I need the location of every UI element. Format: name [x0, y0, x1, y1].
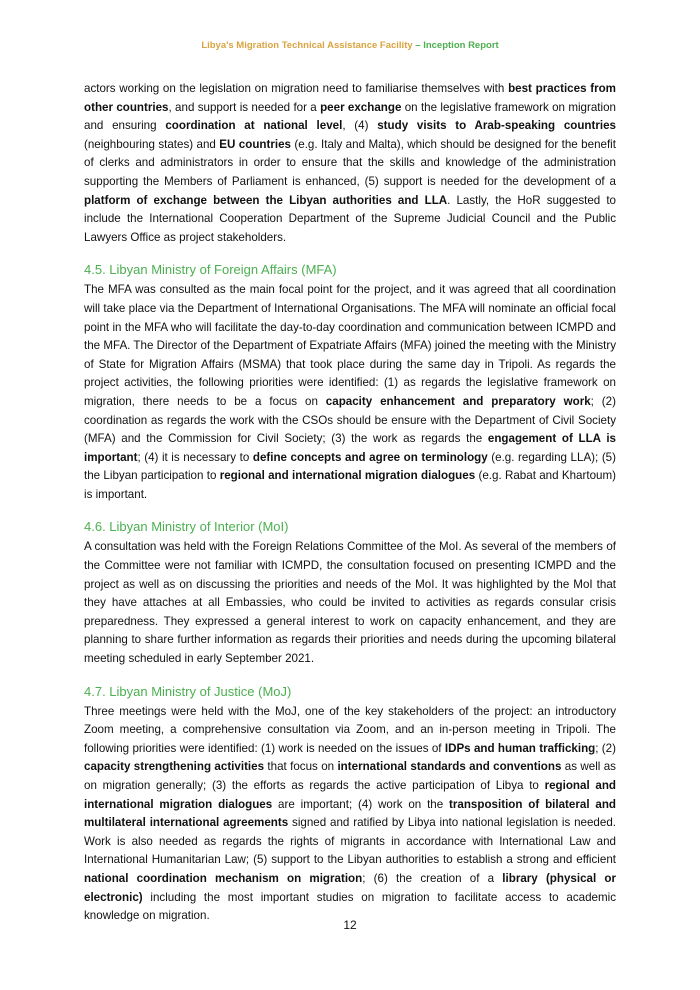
bold-run: IDPs and human trafficking: [444, 741, 596, 755]
section-heading-moj: 4.7. Libyan Ministry of Justice (MoJ): [84, 683, 292, 699]
header-title: Libya's Migration Technical Assistance Facility: [201, 40, 413, 51]
bold-run: study visits to Arab-speaking countries: [377, 119, 617, 133]
text-run: (e.g. Italy and Malta), which should be designed for the benefit of clerks and administrators in order to ensure that the skills and knowledge of the administration supporting the Members of Parliament is enhanced, (5) support is needed for the development of a: [84, 137, 616, 188]
text-run: ; (4) it is necessary to: [137, 450, 253, 464]
text-run: , and support is needed for a: [168, 100, 321, 114]
bold-run: EU countries: [219, 137, 291, 151]
text-run: . Lastly, the HoR suggested to include the International Cooperation Department of the Supreme Judicial Council and the Public Lawyers Office as project stakeholders.: [84, 193, 616, 244]
bold-run: capacity strengthening activities: [84, 760, 265, 774]
paragraph-moi: A consultation was held with the Foreign Relations Committee of the MoI. As several of the members of the Committee were not familiar with ICMPD, the consultation focused on presenting ICMPD and the project as well as on discussing the priorities and needs of the MoI. It was highlighted by the MoI that they have attaches at all Embassies, who could be invited to activities as regards consular crisis preparedness. They expressed a general interest to work on capacity enhancement, and they are planning to share further information as regards their priorities and needs during the upcoming bilateral meeting scheduled in early September 2021.: [84, 540, 616, 666]
bold-run: national coordination mechanism on migration: [84, 871, 363, 885]
paragraph-mfa: [84, 281, 616, 504]
section-heading-moi: 4.6. Libyan Ministry of Interior (MoI): [84, 519, 289, 535]
paragraph-hor-priorities: [84, 80, 616, 247]
bold-run: capacity enhancement and preparatory work: [325, 394, 591, 408]
text-run: (neighbouring states) and: [84, 137, 220, 151]
text-run: as well as on migration generally; (3) the efforts as regards the active participation of Libya to: [84, 760, 616, 792]
page-content: [84, 80, 616, 926]
text-run: including the most important studies on migration to facilitate access to academic knowledge on migration.: [84, 890, 616, 923]
bold-run: coordination at national level: [165, 119, 343, 133]
running-header: [0, 40, 700, 51]
bold-run: regional and international migration dialogues: [84, 779, 616, 811]
bold-run: transposition of bilateral and multilateral international agreements: [84, 797, 616, 830]
text-run: are important; (4) work on the: [272, 797, 450, 811]
text-run: (e.g. Rabat and Khartoum) is important.: [84, 469, 616, 501]
bold-run: platform of exchange between the Libyan authorities and LLA: [84, 193, 448, 207]
text-run: ; (6) the creation of a: [362, 871, 503, 885]
text-run: ; (2) coordination as regards the work with the CSOs should be ensure with the Department of Civil Society (MFA) and the Commission for Civil Society; (3) the work as regards the: [84, 394, 616, 446]
bold-run: engagement of LLA is important: [84, 432, 616, 464]
bold-run: define concepts and agree on terminology: [252, 450, 488, 464]
section-heading-mfa: 4.5. Libyan Ministry of Foreign Affairs (MFA): [84, 262, 337, 278]
text-run: , (4): [342, 119, 378, 133]
text-run: (e.g. regarding LLA); (5) the Libyan participation to: [84, 450, 616, 483]
text-run: on the legislative framework on migration and ensuring: [84, 100, 616, 133]
header-subtitle: Inception Report: [423, 40, 499, 51]
bold-run: best practices from other countries: [84, 82, 616, 114]
text-run: actors working on the legislation on migration need to familiarise themselves with: [84, 82, 509, 95]
bold-run: international standards and conventions: [337, 760, 562, 774]
text-run: ; (2): [595, 741, 616, 755]
paragraph-moj: [84, 703, 616, 926]
bold-run: peer exchange: [320, 100, 402, 114]
text-run: signed and ratified by Libya into national legislation is needed. Work is also needed as regards the rights of migrants in accordance with International Law and International Humanitarian Law; (5) support to the Libyan authorities to establish a strong and efficient: [84, 816, 616, 867]
bold-run: regional and international migration dialogues: [219, 469, 476, 483]
header-separator: –: [412, 40, 424, 51]
text-run: The MFA was consulted as the main focal point for the project, and it was agreed that all coordination will take place via the Department of International Organisations. The MFA will nominate an official focal point in the MFA who will facilitate the day-to-day coordination and communication between ICMPD and the MFA. The Director of the Department of Expatriate Affairs (MFA) joined the meeting with the Ministry of State for Migration Affairs (MSMA) that took place during the same day in Tripoli. As regards the project activities, the following priorities were identified: (1) as regards the legislative framework on migration, there needs to be a focus on: [84, 283, 616, 408]
bold-run: library (physical or electronic): [84, 871, 616, 904]
page-number: 12: [343, 918, 357, 932]
text-run: that focus on: [264, 760, 338, 774]
text-run: Three meetings were held with the MoJ, one of the key stakeholders of the project: an introductory Zoom meeting, a comprehensive consultation via Zoom, and an in-person meeting in Tripoli. The following priorities were identified: (1) work is needed on the issues of: [84, 704, 616, 755]
